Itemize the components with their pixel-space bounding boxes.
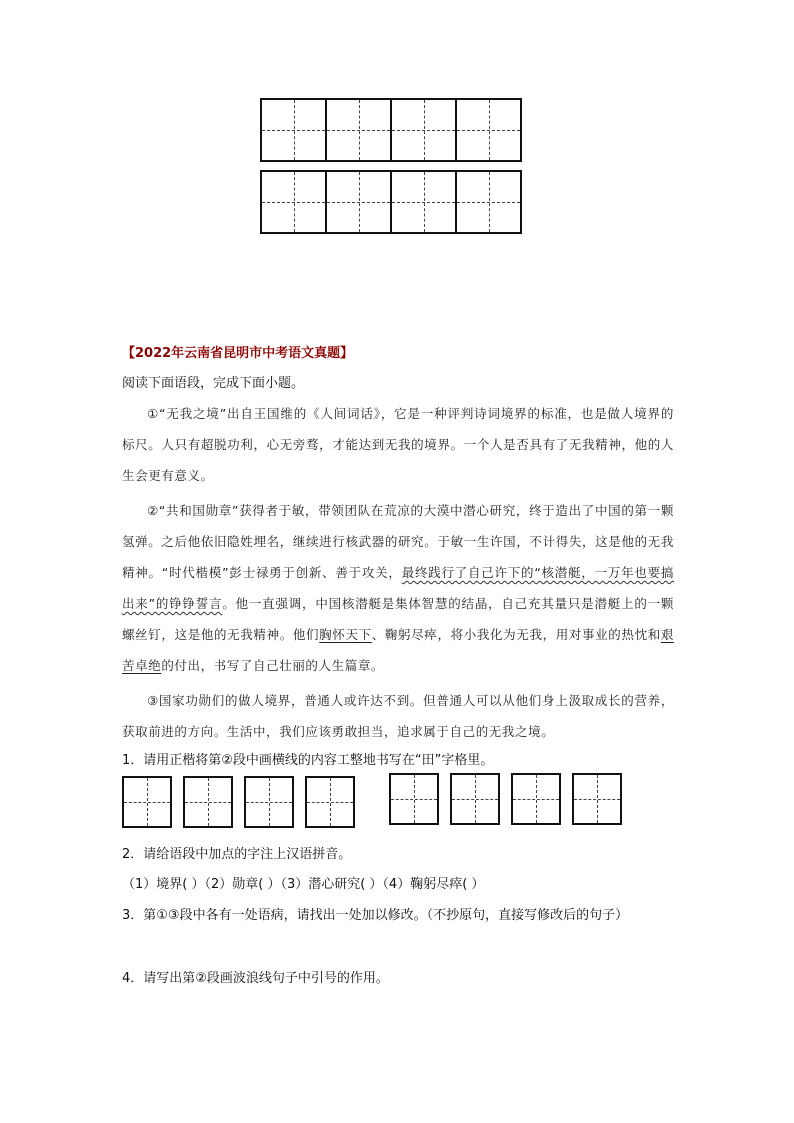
writing-cell[interactable] [305, 776, 355, 828]
paragraph-2-text: ②“共和国勋章”获得者于敏，带领团队在荒凉的大漠中潜心研究，终于造出了中国的第一颗氢弹。之后他依旧隐姓埋名，继续进行核武器的研究。于敏一生许国，不计得失，这是他的无我精神。“时代楷模”彭士禄勇于创新、善于攻关， [122, 503, 674, 580]
top-writing-grid [260, 98, 522, 242]
writing-cell[interactable] [457, 100, 520, 160]
paragraph-3: ③国家功勋们的做人境界，普通人或许达不到。但普通人可以从他们身上汲取成长的营养，获取前进的方向。生活中，我们应该勇敢担当，追求属于自己的无我之境。 [122, 693, 674, 739]
writing-cell[interactable] [450, 773, 500, 825]
paragraph-2 [122, 495, 674, 681]
grid-row [260, 170, 522, 234]
question-4: 4．请写出第②段画波浪线句子中引号的作用。 [122, 971, 389, 986]
writing-cell[interactable] [327, 172, 392, 232]
exam-heading: 【2022年云南省昆明市中考语文真题】 [122, 346, 354, 361]
writing-cell[interactable] [511, 773, 561, 825]
underlined-phrase: 胸怀天下 [319, 627, 372, 642]
paragraph-1: ①“无我之境”出自王国维的《人间词话》，它是一种评判诗词境界的标准，也是做人境界的标尺。人只有超脱功利，心无旁骛，才能达到无我的境界。一个人是否具有了无我精神，他的人生会更有意义。 [122, 406, 674, 483]
answer-writing-grid [122, 776, 622, 830]
paragraph-2-text: 。他一直强调，中国核潜艇是集体智慧的结晶，自己充其量只是潜艇上的一颗螺丝钉，这是他的无我精神。他们 [122, 596, 675, 642]
reading-passage [122, 398, 674, 751]
reading-instruction: 阅读下面语段，完成下面小题。 [122, 376, 305, 391]
wavy-underlined-sentence: 最终践行了自己许下的“核潜艇，一万年也要搞出来”的铮铮誓言 [122, 565, 675, 611]
writing-cell[interactable] [389, 773, 439, 825]
writing-cell[interactable] [122, 776, 172, 828]
writing-cell[interactable] [327, 100, 392, 160]
writing-cell[interactable] [262, 100, 327, 160]
question-1: 1．请用正楷将第②段中画横线的内容工整地书写在“田”字格里。 [122, 753, 494, 768]
writing-cell[interactable] [392, 100, 457, 160]
writing-cell[interactable] [244, 776, 294, 828]
question-2: 2．请给语段中加点的字注上汉语拼音。 [122, 847, 352, 862]
grid-row [260, 98, 522, 162]
writing-cell[interactable] [392, 172, 457, 232]
writing-cell[interactable] [572, 773, 622, 825]
writing-cell[interactable] [262, 172, 327, 232]
writing-cell[interactable] [183, 776, 233, 828]
question-2-items: （1）境界( ）（2）勋章( ）（3）潜心研究( ）（4）鞠躬尽瘁( ） [122, 877, 485, 892]
paragraph-2-text: 的付出，书写了自己壮丽的人生篇章。 [161, 658, 385, 673]
paragraph-2-text: 、鞠躬尽瘁，将小我化为无我，用对事业的热忱和 [371, 627, 661, 642]
underlined-phrase: 艰苦卓绝 [122, 627, 674, 673]
question-3: 3．第①③段中各有一处语病，请找出一处加以修改。（不抄原句，直接写修改后的句子） [122, 908, 629, 923]
writing-cell[interactable] [457, 172, 520, 232]
